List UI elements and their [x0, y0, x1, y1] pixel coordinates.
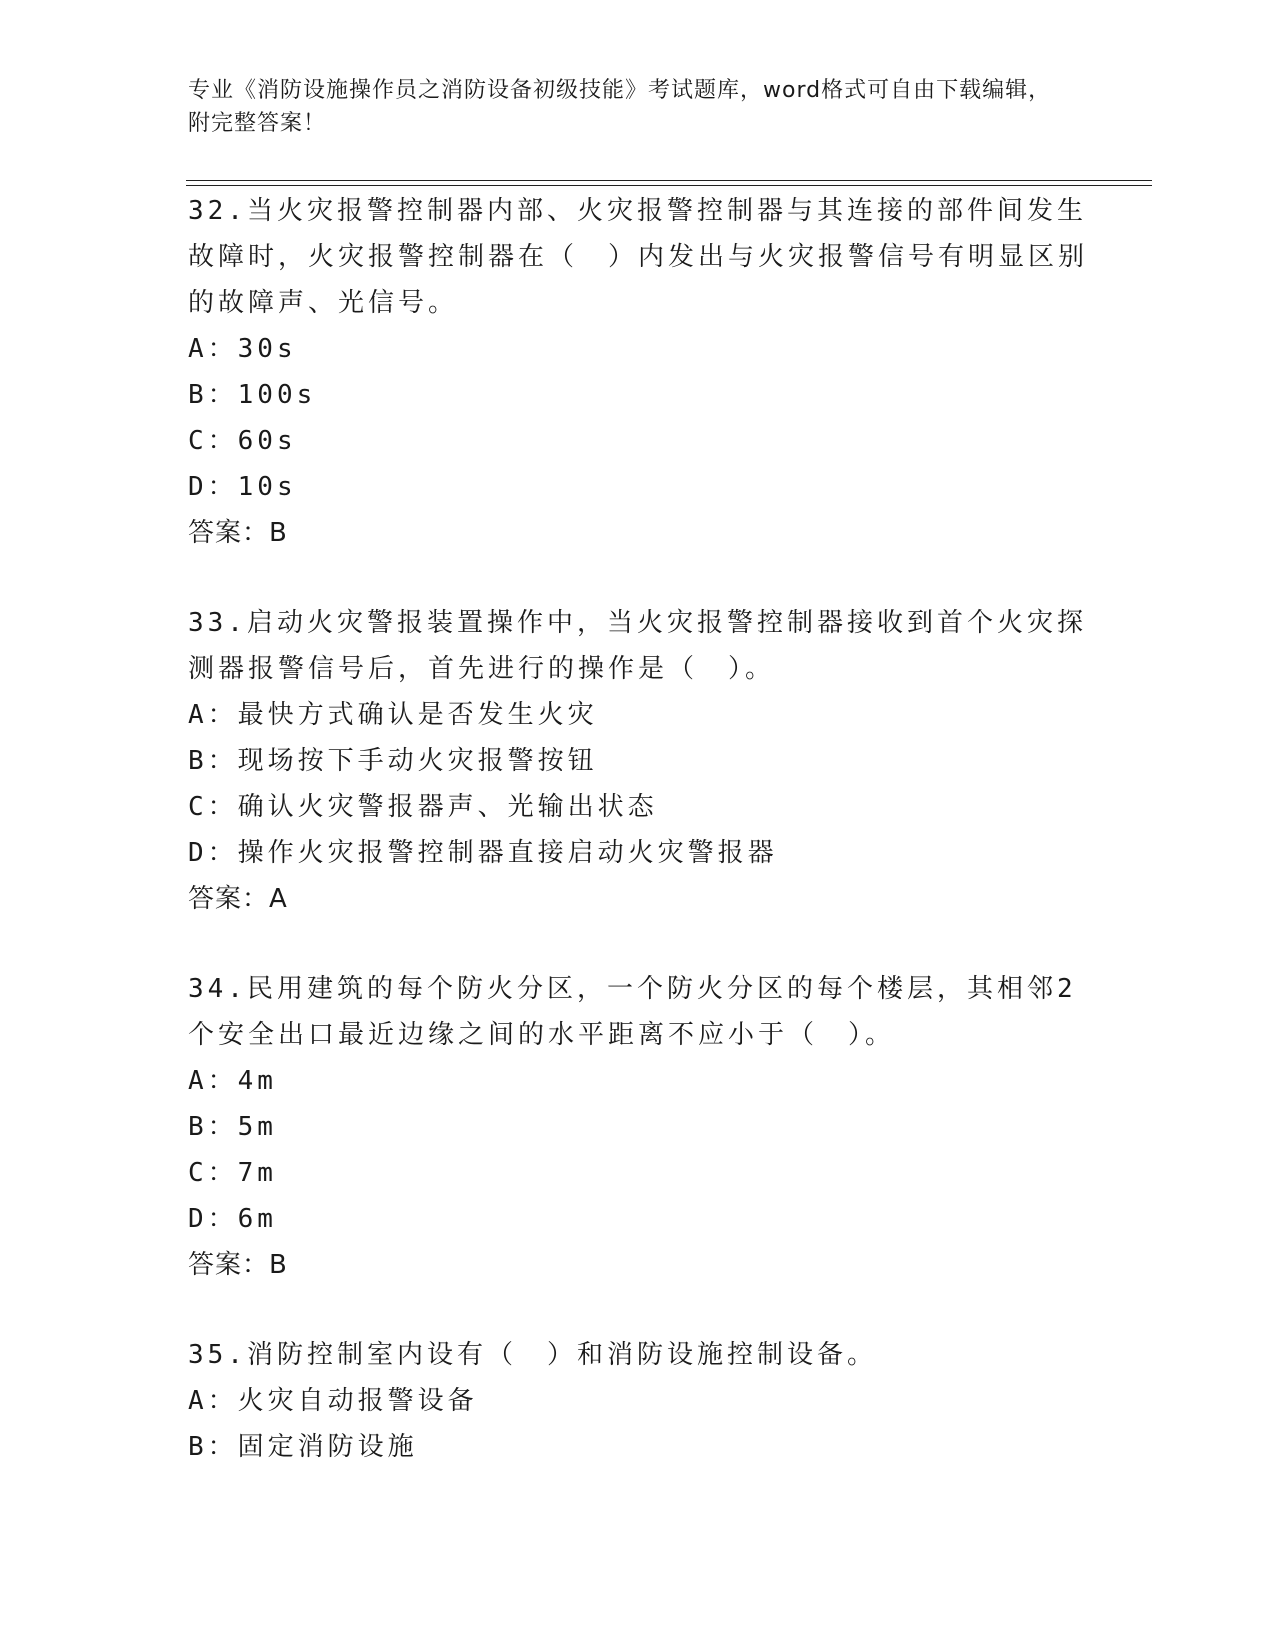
header-divider-bottom [186, 185, 1152, 186]
option-a: A：最快方式确认是否发生火灾 [188, 700, 598, 730]
option-a: A：30s [188, 334, 297, 364]
question-34 [188, 966, 1088, 1288]
option-b: B：固定消防设施 [188, 1432, 418, 1462]
option-d: D：操作火灾报警控制器直接启动火灾警报器 [188, 838, 778, 868]
answer-label: 答案：B [188, 1250, 288, 1280]
option-b: B：5m [188, 1112, 277, 1142]
option-b: B：现场按下手动火灾报警按钮 [188, 746, 598, 776]
option-d: D：6m [188, 1204, 277, 1234]
answer-label: 答案：B [188, 518, 288, 548]
question-stem: 32.当火灾报警控制器内部、火灾报警控制器与其连接的部件间发生故障时，火灾报警控制器在（ ）内发出与火灾报警信号有明显区别的故障声、光信号。 [188, 196, 1089, 318]
option-d: D：10s [188, 472, 297, 502]
option-c: C：60s [188, 426, 297, 456]
question-spacer [188, 922, 1088, 966]
question-32 [188, 188, 1088, 556]
question-spacer [188, 556, 1088, 600]
question-33 [188, 600, 1088, 922]
document-header: 专业《消防设施操作员之消防设备初级技能》考试题库，word格式可自由下载编辑，附完整答案！ [188, 78, 1052, 136]
option-a: A：火灾自动报警设备 [188, 1386, 478, 1416]
question-35 [188, 1332, 1088, 1470]
header-divider-top [186, 180, 1152, 181]
option-a: A：4m [188, 1066, 277, 1096]
question-stem: 33.启动火灾警报装置操作中，当火灾报警控制器接收到首个火灾探测器报警信号后，首先进行的操作是（ ）。 [188, 608, 1087, 684]
answer-label: 答案：A [188, 884, 288, 914]
question-stem: 35.消防控制室内设有（ ）和消防设施控制设备。 [188, 1340, 877, 1370]
question-spacer [188, 1288, 1088, 1332]
option-b: B：100s [188, 380, 317, 410]
question-stem: 34.民用建筑的每个防火分区，一个防火分区的每个楼层，其相邻2个安全出口最近边缘之间的水平距离不应小于（ ）。 [188, 974, 1077, 1050]
option-c: C：7m [188, 1158, 277, 1188]
question-list [188, 188, 1088, 1470]
option-c: C：确认火灾警报器声、光输出状态 [188, 792, 658, 822]
